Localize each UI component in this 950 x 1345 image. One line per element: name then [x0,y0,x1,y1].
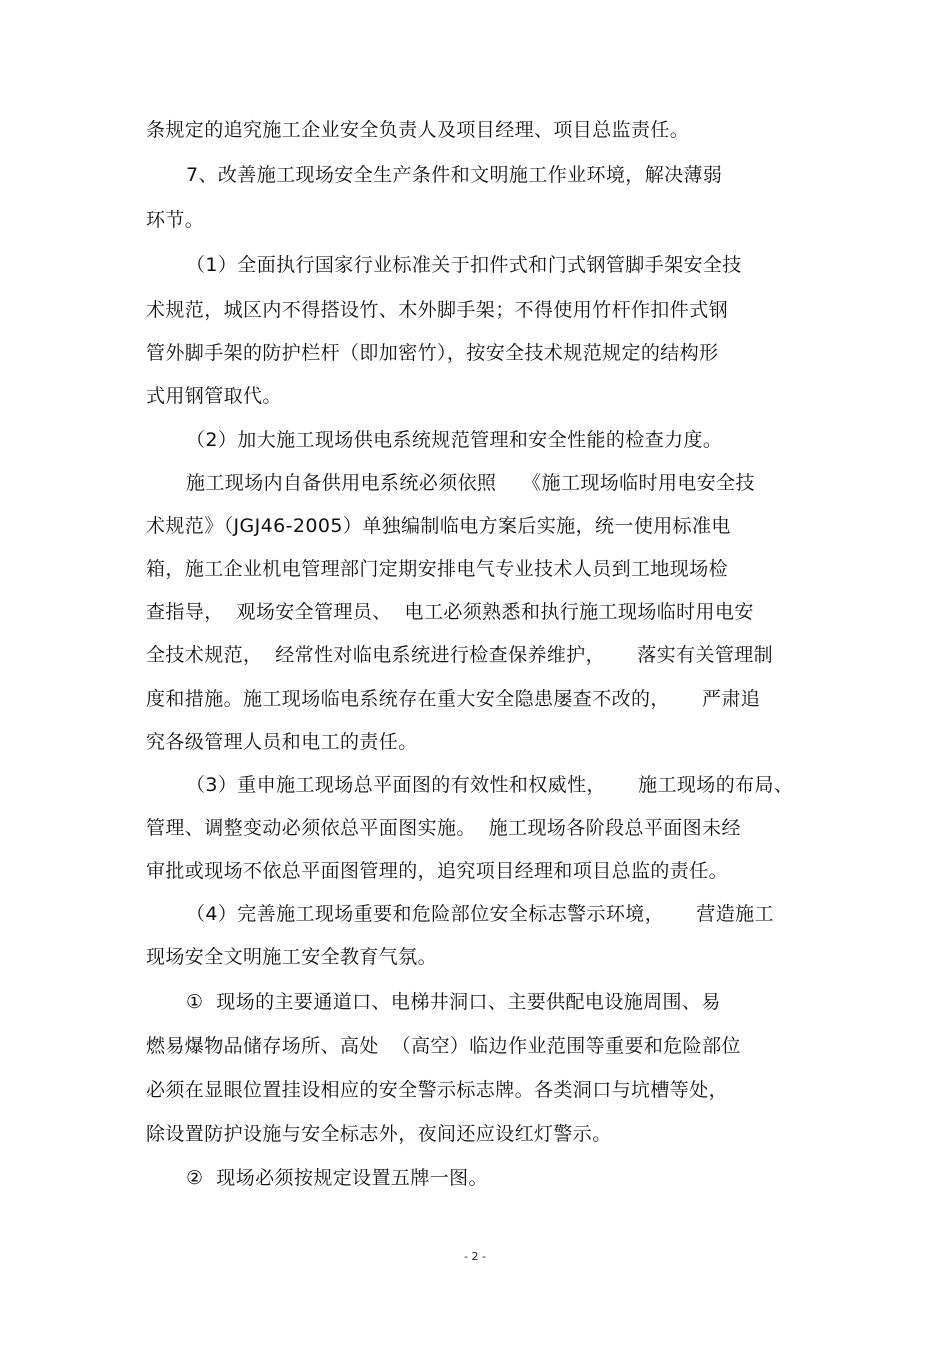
page-number: - 2 - [464,1250,486,1263]
text-line-3: 环节。 [146,209,205,231]
text-line-6: 管外脚手架的防护栏杆（即加密竹），按安全技术规范规定的结构形 [146,342,719,364]
text-line-14: 度和措施。施工现场临电系统存在重大安全隐患屡查不改的， 严肃追 [146,688,761,710]
text-line-15: 究各级管理人员和电工的责任。 [146,731,418,753]
text-line-5: 术规范，城区内不得搭设竹、木外脚手架；不得使用竹杆作扣件式钢 [146,299,729,321]
text-line-12: 查指导， 观场安全管理员、 电工必须熟悉和执行施工现场临时用电安 [146,601,754,623]
text-line-13: 全技术规范， 经常性对临电系统进行检查保养维护， 落实有关管理制 [146,644,774,666]
text-line-7: 式用钢管取代。 [146,385,282,407]
text-line-24: 除设置防护设施与安全标志外，夜间还应设红灯警示。 [146,1123,612,1145]
text-line-20: 现场安全文明施工安全教育气氛。 [146,946,438,968]
text-line-17: 管理、调整变动必须依总平面图实施。 施工现场各阶段总平面图未经 [146,817,741,839]
text-line-16: （3）重申施工现场总平面图的有效性和权威性， 施工现场的布局、 [186,774,794,796]
text-line-2: 7、改善施工现场安全生产条件和文明施工作业环境，解决薄弱 [186,164,723,186]
text-line-23: 必须在显眼位置挂设相应的安全警示标志牌。各类洞口与坑槽等处， [146,1079,729,1101]
text-line-22: 燃易爆物品储存场所、高处 （高空）临边作业范围等重要和危险部位 [146,1035,741,1057]
text-line-1: 条规定的追究施工企业安全负责人及项目经理、项目总监责任。 [146,119,690,141]
text-line-21: ① 现场的主要通道口、电梯井洞口、主要供配电设施周围、易 [186,991,721,1013]
text-line-10: 术规范》（JGJ46-2005）单独编制临电方案后实施，统一使用标准电 [146,515,731,537]
text-line-19: （4）完善施工现场重要和危险部位安全标志警示环境， 营造施工 [186,903,774,925]
text-line-11: 箱，施工企业机电管理部门定期安排电气专业技术人员到工地现场检 [146,558,729,580]
text-line-9: 施工现场内自备供用电系统必须依照 《施工现场临时用电安全技 [186,472,755,494]
text-line-8: （2）加大施工现场供电系统规范管理和安全性能的检查力度。 [186,429,723,451]
text-line-25: ② 现场必须按规定设置五牌一图。 [186,1167,488,1189]
text-line-18: 审批或现场不依总平面图管理的，追究项目经理和项目总监的责任。 [146,860,729,882]
text-line-4: （1）全面执行国家行业标准关于扣件式和门式钢管脚手架安全技 [186,254,742,276]
